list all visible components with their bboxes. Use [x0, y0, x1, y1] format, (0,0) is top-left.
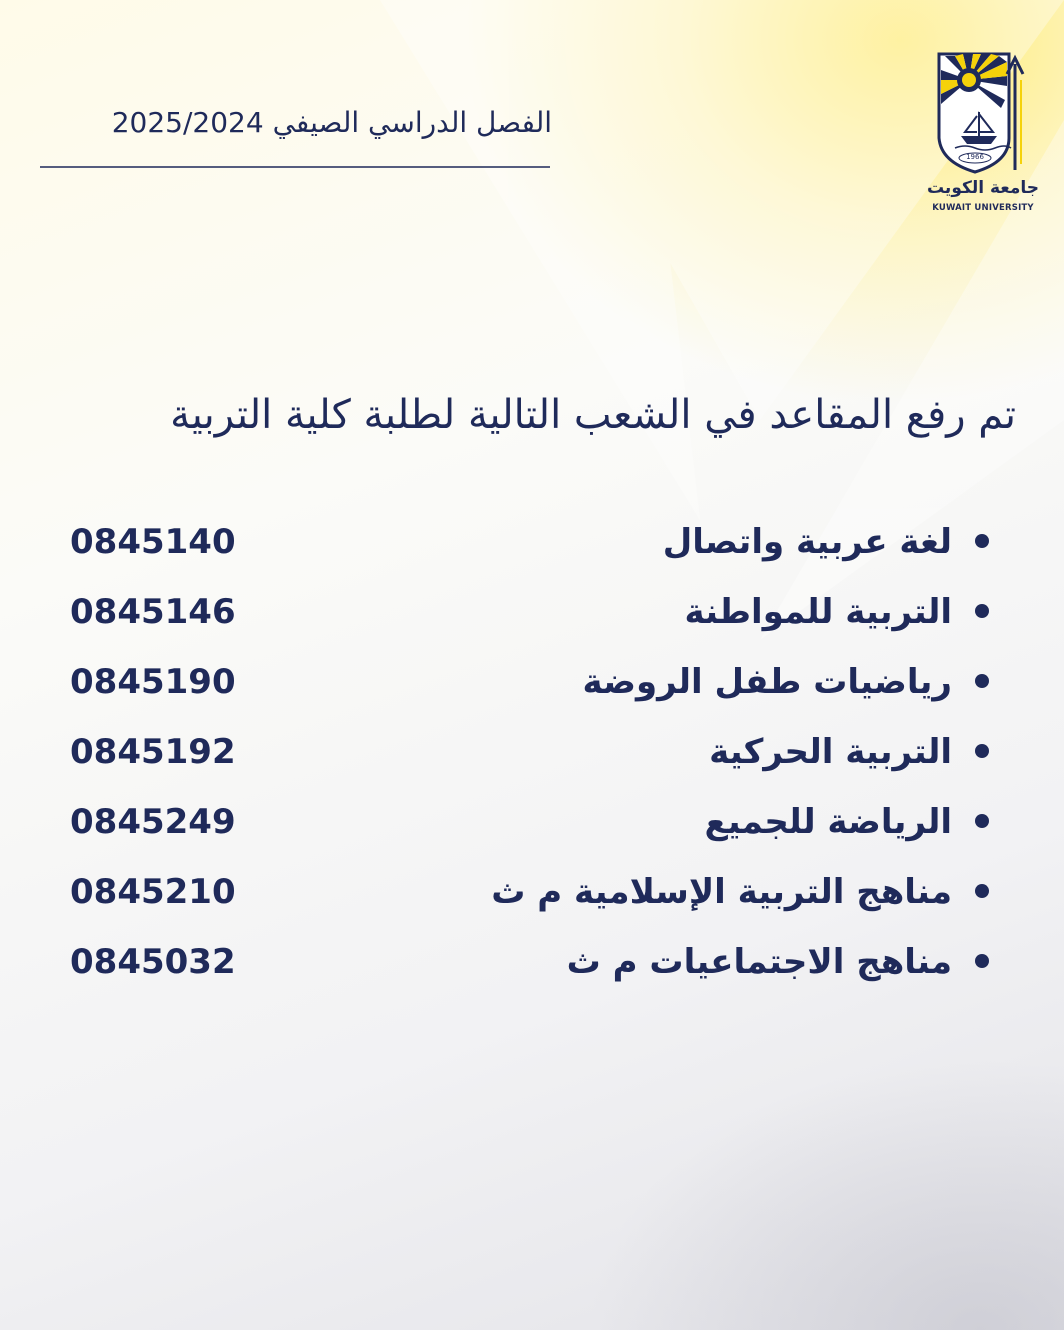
list-item [0, 794, 1064, 850]
header-title: الفصل الدراسي الصيفي 2025/2024 [111, 106, 552, 139]
list-item [0, 654, 1064, 710]
list-item [0, 864, 1064, 920]
course-name: لغة عربية واتصال [662, 522, 952, 562]
logo-name-arabic: جامعة الكويت [926, 178, 1040, 198]
bullet-icon [975, 534, 989, 548]
section-code: 0845140 [70, 522, 236, 562]
course-name: مناهج التربية الإسلامية م ث [491, 872, 952, 912]
section-code: 0845192 [70, 732, 236, 772]
section-code: 0845190 [70, 662, 236, 702]
logo-name-english: KUWAIT UNIVERSITY [932, 203, 1034, 213]
bullet-icon [975, 674, 989, 688]
course-name: التربية للمواطنة [684, 592, 952, 632]
course-name: رياضيات طفل الروضة [582, 662, 952, 702]
section-code: 0845210 [70, 872, 236, 912]
course-name: مناهج الاجتماعيات م ث [566, 942, 952, 982]
course-name: الرياضة للجميع [704, 802, 952, 842]
bullet-icon [975, 954, 989, 968]
list-item [0, 584, 1064, 640]
bullet-icon [975, 884, 989, 898]
list-item [0, 934, 1064, 990]
section-code: 0845032 [70, 942, 236, 982]
bullet-icon [975, 604, 989, 618]
announcement-subtitle: تم رفع المقاعد في الشعب التالية لطلبة كلية التربية [170, 392, 1016, 438]
logo-year: 1966 [966, 153, 984, 161]
list-item [0, 514, 1064, 570]
list-item [0, 724, 1064, 780]
bullet-icon [975, 744, 989, 758]
section-code: 0845249 [70, 802, 236, 842]
bullet-icon [975, 814, 989, 828]
course-name: التربية الحركية [709, 732, 952, 772]
section-code: 0845146 [70, 592, 236, 632]
